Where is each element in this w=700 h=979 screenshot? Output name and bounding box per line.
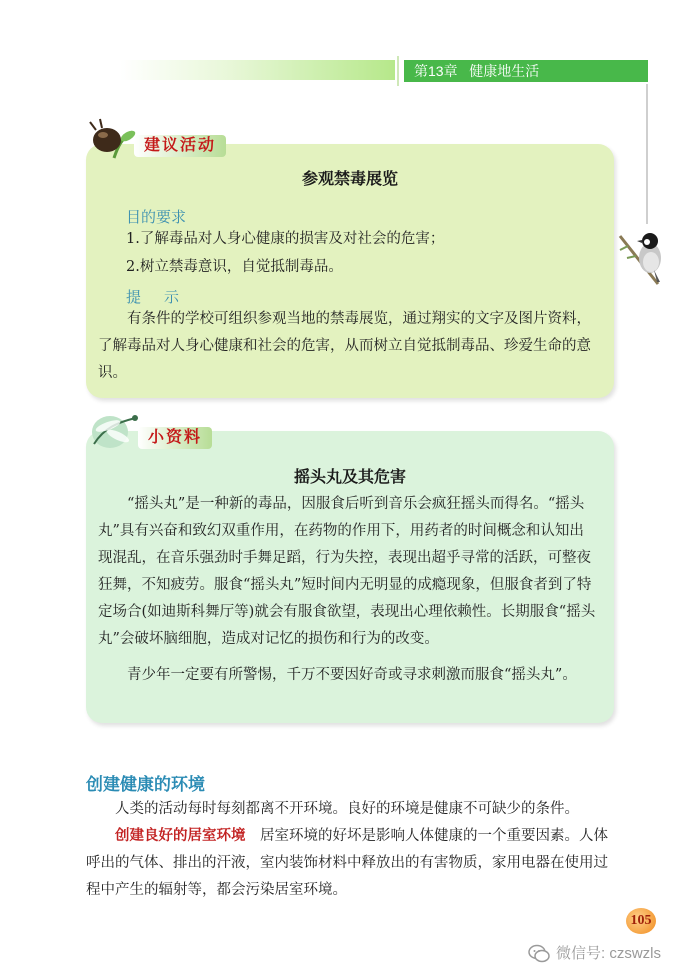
hint-heading: 提 示 [126,289,184,306]
bird-illustration-icon [618,224,666,288]
margin-rule [646,84,648,224]
info-paragraph-2: 青少年一定要有所警惕，千万不要因好奇或寻求刺激而服食“摇头丸”。 [127,667,577,683]
header-separator [397,56,399,86]
wechat-icon [528,943,550,965]
activity-tag: 建议活动 [134,135,226,157]
watermark [528,942,661,966]
chapter-header: 第13章 健康地生活 [404,60,648,82]
info-box [86,431,614,723]
info-title: 摇头丸及其危害 [293,467,406,486]
hint-text: 有条件的学校可组织参观当地的禁毒展览，通过翔实的文字及图片资料，了解毒品对人身心健康和社会的危害，从而树立自觉抵制毒品、珍爱生命的意识。 [98,311,591,381]
section-paragraph-2-text: 居室环境的好坏是影响人体健康的一个重要因素。人体呼出的气体、排出的汗液，室内装饰材料中释放出的有害物质，家用电器在使用过程中产生的辐射等，都会污染居室环境。 [86,828,608,898]
objective-item-2: 2.树立禁毒意识，自觉抵制毒品。 [126,259,343,275]
section-paragraph-1: 人类的活动每时每刻都离不开环境。良好的环境是健康不可缺少的条件。 [115,801,579,817]
section-paragraph-2 [86,823,618,904]
page-number: 105 [626,908,656,934]
section-subheading: 创建良好的居室环境 [115,828,246,844]
objective-item-1: 1.了解毒品对人身心健康的损害及对社会的危害； [126,231,445,247]
header-gradient-bar [120,60,395,80]
beetle-icon [88,118,138,162]
dragonfly-icon [88,408,142,454]
info-paragraph-1: “摇头丸”是一种新的毒品，因服食后听到音乐会疯狂摇头而得名。“摇头丸”具有兴奋和致幻双重作用，在药物的作用下，用药者的时间概念和认知出现混乱，在音乐强劲时手舞足蹈，行为失控，表现出超乎寻常的活跃，可整夜狂舞，不知疲劳。服食“摇头丸”短时间内无明显的成瘾现象，但服食者到了特定场合(如迪斯科舞厅等)就会有服食欲望，表现出心理依赖性。长期服食“摇头丸”会破坏脑细胞，造成对记忆的损伤和行为的改变。 [98,496,596,647]
section-title: 创建健康的环境 [86,775,205,794]
activity-title: 参观禁毒展览 [301,169,398,188]
objective-heading: 目的要求 [126,209,187,226]
watermark-text: 微信号: czswzls [556,945,662,962]
activity-box [86,144,614,398]
info-tag: 小资料 [138,427,212,449]
